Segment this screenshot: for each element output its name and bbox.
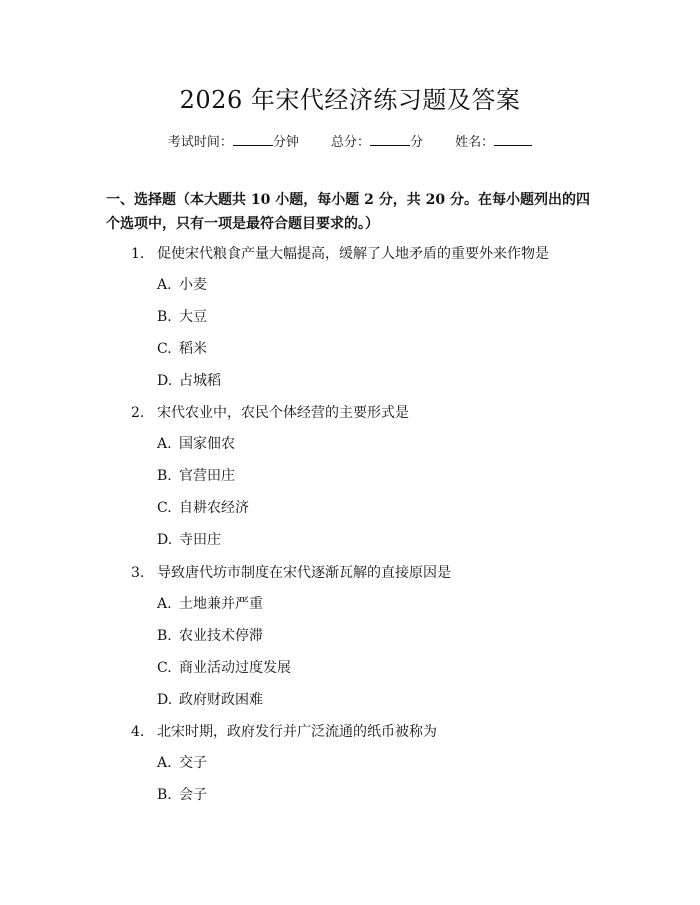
question-3-option-c xyxy=(157,657,291,679)
option-text: 自耕农经济 xyxy=(179,500,249,516)
question-number: 2. xyxy=(131,405,145,421)
option-letter: A. xyxy=(157,277,172,293)
option-text: 政府财政困难 xyxy=(179,692,263,708)
total-score-blank xyxy=(370,131,410,146)
question-3-option-a xyxy=(157,593,263,615)
question-text: 北宋时期，政府发行并广泛流通的纸币被称为 xyxy=(157,724,437,740)
question-4-option-b xyxy=(157,784,207,806)
option-letter: C. xyxy=(157,500,172,516)
question-2-option-c xyxy=(157,497,249,519)
question-2-option-b xyxy=(157,465,235,487)
exam-meta-line xyxy=(0,131,700,153)
option-letter: A. xyxy=(157,755,172,771)
option-letter: C. xyxy=(157,341,172,357)
option-text: 占城稻 xyxy=(179,373,221,389)
question-2-option-d xyxy=(157,529,221,551)
question-2-option-a xyxy=(157,433,235,455)
option-text: 交子 xyxy=(179,755,207,771)
question-number: 3. xyxy=(131,565,145,581)
question-1 xyxy=(131,243,549,265)
option-letter: D. xyxy=(157,373,173,389)
question-text: 促使宋代粮食产量大幅提高，缓解了人地矛盾的重要外来作物是 xyxy=(157,246,549,262)
question-number: 1. xyxy=(131,246,145,262)
total-score-field xyxy=(331,131,423,153)
option-text: 稻米 xyxy=(179,341,207,357)
section-heading: 一、选择题（本大题共 10 小题，每小题 2 分，共 20 分。在每小题列出的四个选项中，只有一项是最符合题目要求的。） xyxy=(106,192,590,232)
question-number: 4. xyxy=(131,724,145,740)
option-letter: A. xyxy=(157,436,172,452)
option-text: 寺田庄 xyxy=(179,532,221,548)
option-letter: A. xyxy=(157,596,172,612)
option-text: 农业技术停滞 xyxy=(179,628,263,644)
option-text: 大豆 xyxy=(179,309,207,325)
name-blank xyxy=(494,131,532,146)
question-text: 宋代农业中，农民个体经营的主要形式是 xyxy=(157,405,409,421)
exam-time-unit: 分钟 xyxy=(272,135,299,150)
option-text: 官营田庄 xyxy=(179,468,235,484)
exam-time-field xyxy=(168,131,299,153)
option-letter: D. xyxy=(157,532,173,548)
option-text: 国家佃农 xyxy=(179,436,235,452)
question-1-option-d xyxy=(157,370,221,392)
total-score-label: 总分： xyxy=(330,135,370,150)
name-label: 姓名： xyxy=(455,135,495,150)
option-text: 商业活动过度发展 xyxy=(179,660,291,676)
exam-title: 2026 年宋代经济练习题及答案 xyxy=(179,86,521,114)
option-letter: B. xyxy=(157,628,172,644)
question-3 xyxy=(131,562,451,584)
option-text: 会子 xyxy=(179,787,207,803)
question-2 xyxy=(131,402,409,424)
question-text: 导致唐代坊市制度在宋代逐渐瓦解的直接原因是 xyxy=(157,565,451,581)
name-field xyxy=(455,131,532,153)
question-1-option-a xyxy=(157,274,207,296)
question-3-option-d xyxy=(157,689,263,711)
option-text: 小麦 xyxy=(179,277,207,293)
option-letter: B. xyxy=(157,468,172,484)
exam-time-label: 考试时间： xyxy=(167,135,233,150)
option-text: 土地兼并严重 xyxy=(179,596,263,612)
question-3-option-b xyxy=(157,625,263,647)
question-4-option-a xyxy=(157,752,207,774)
question-1-option-b xyxy=(157,306,207,328)
question-4 xyxy=(131,721,437,743)
option-letter: B. xyxy=(157,309,172,325)
total-score-unit: 分 xyxy=(410,135,424,150)
exam-time-blank xyxy=(233,131,273,146)
option-letter: D. xyxy=(157,692,173,708)
option-letter: B. xyxy=(157,787,172,803)
option-letter: C. xyxy=(157,660,172,676)
question-1-option-c xyxy=(157,338,207,360)
